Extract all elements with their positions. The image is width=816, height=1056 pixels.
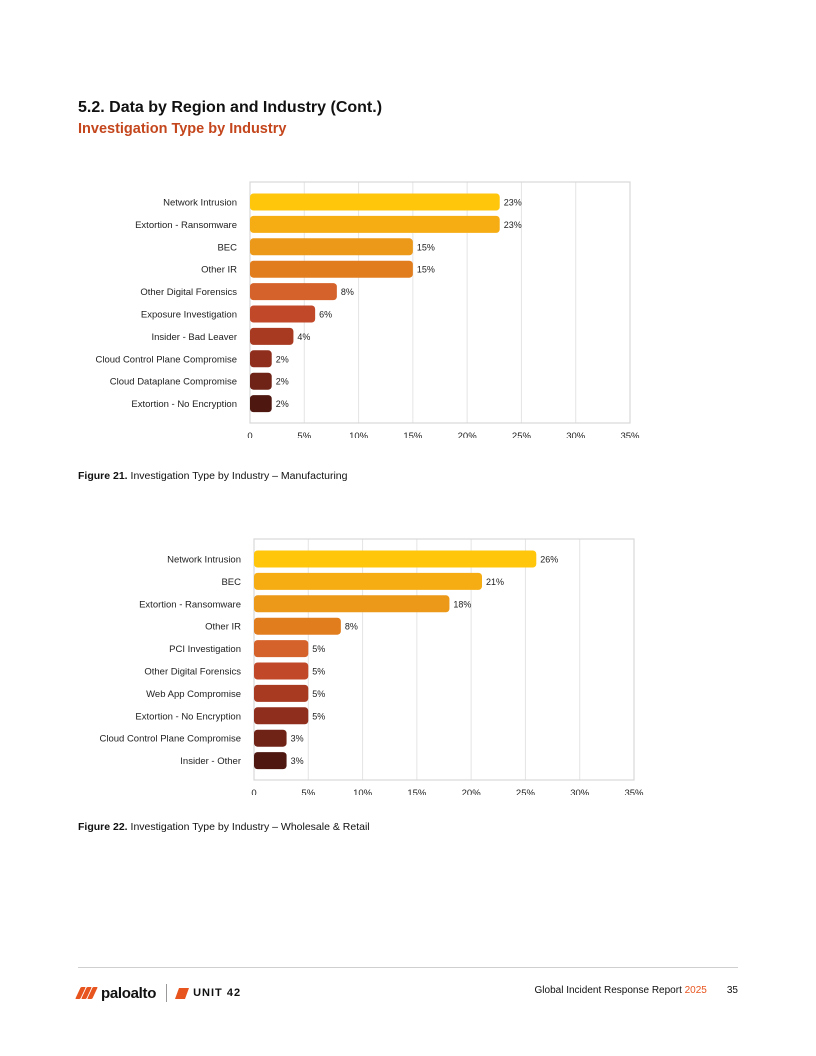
unit42-logo-icon [175,988,189,999]
x-tick-label: 30% [570,788,590,795]
data-label: 5% [312,711,326,722]
category-label: Extortion - Ransomware [139,599,241,611]
category-label: Network Intrusion [167,554,241,566]
bar [254,573,482,590]
bar [250,216,500,233]
category-label: Extortion - No Encryption [135,711,241,723]
bar [250,238,413,255]
data-label: 23% [503,197,522,208]
bar [254,752,287,769]
bar [250,373,272,390]
x-tick-label: 35% [624,788,644,795]
bar [254,707,308,724]
x-tick-label: 5% [301,788,316,795]
data-label: 2% [275,399,289,410]
data-label: 3% [290,756,304,767]
bar [254,595,449,612]
figure-22-caption [78,821,370,833]
x-tick-label: 20% [457,431,477,438]
brand-name: paloalto [101,984,157,1002]
category-label: BEC [221,576,241,588]
bar [250,283,337,300]
data-label: 4% [297,331,311,342]
report-title [535,985,707,996]
data-label: 8% [340,287,354,298]
category-label: Insider - Other [180,756,241,768]
category-label: Other Digital Forensics [144,666,241,678]
x-tick-label: 10% [353,788,373,795]
figure-label: Figure 22. [78,821,128,833]
bar [250,194,500,211]
category-label: Exposure Investigation [140,309,237,321]
bar [250,261,413,278]
category-label: Cloud Control Plane Compromise [95,354,237,366]
bar [254,551,536,568]
data-label: 15% [416,242,435,253]
data-label: 5% [312,688,326,699]
category-label: Insider - Bad Leaver [151,331,237,343]
data-label: 3% [290,733,304,744]
figure-label: Figure 21. [78,470,128,482]
report-year: 2025 [684,985,707,996]
data-label: 5% [312,666,326,677]
category-label: Other IR [201,264,237,276]
category-label: Network Intrusion [163,197,237,209]
chart-manufacturing [0,176,816,438]
footer-divider [78,967,738,968]
logo-divider [166,984,167,1002]
section-subtitle: Investigation Type by Industry [78,121,287,137]
data-label: 18% [453,599,472,610]
x-tick-label: 15% [407,788,427,795]
category-label: Extortion - No Encryption [131,399,237,411]
category-label: Cloud Control Plane Compromise [99,733,241,745]
data-label: 2% [275,354,289,365]
bar [254,730,287,747]
report-name: Global Incident Response Report [534,985,682,996]
bar [250,306,315,323]
chart-manufacturing-svg [0,176,816,438]
data-label: 6% [319,309,333,320]
data-label: 26% [540,554,559,565]
category-label: Extortion - Ransomware [135,219,237,231]
x-tick-label: 30% [566,431,586,438]
category-label: BEC [217,242,237,254]
footer-report-info [535,985,738,996]
bar [250,328,293,345]
category-label: Cloud Dataplane Compromise [109,376,237,388]
x-tick-label: 5% [297,431,312,438]
bar [254,663,308,680]
section-title: 5.2. Data by Region and Industry (Cont.) [78,99,383,116]
x-tick-label: 0 [247,431,253,438]
category-label: Other Digital Forensics [140,287,237,299]
data-label: 23% [503,219,522,230]
figure-text: Investigation Type by Industry – Manufacturing [127,470,348,482]
x-tick-label: 15% [403,431,423,438]
x-tick-label: 0 [251,788,257,795]
data-label: 2% [275,376,289,387]
figure-21-caption [78,470,347,482]
x-tick-label: 25% [515,788,535,795]
x-tick-label: 25% [511,431,531,438]
x-tick-label: 20% [461,788,481,795]
data-label: 21% [486,576,505,587]
footer-logo [78,983,241,1003]
figure-text: Investigation Type by Industry – Wholesale & Retail [127,821,370,833]
bar [254,640,308,657]
category-label: Other IR [205,621,241,633]
data-label: 5% [312,644,326,655]
chart-wholesale-retail [0,533,816,795]
x-tick-label: 35% [620,431,640,438]
bar [254,685,308,702]
page-number: 35 [726,985,738,996]
x-tick-label: 10% [349,431,369,438]
data-label: 15% [416,264,435,275]
category-label: PCI Investigation [169,644,241,656]
category-label: Web App Compromise [146,688,241,700]
bar [250,395,272,412]
paloalto-logo-icon [78,987,95,999]
unit-name: UNIT 42 [193,987,242,999]
bar [250,350,272,367]
bar [254,618,341,635]
chart-wholesale-retail-svg [0,533,816,795]
data-label: 8% [344,621,358,632]
